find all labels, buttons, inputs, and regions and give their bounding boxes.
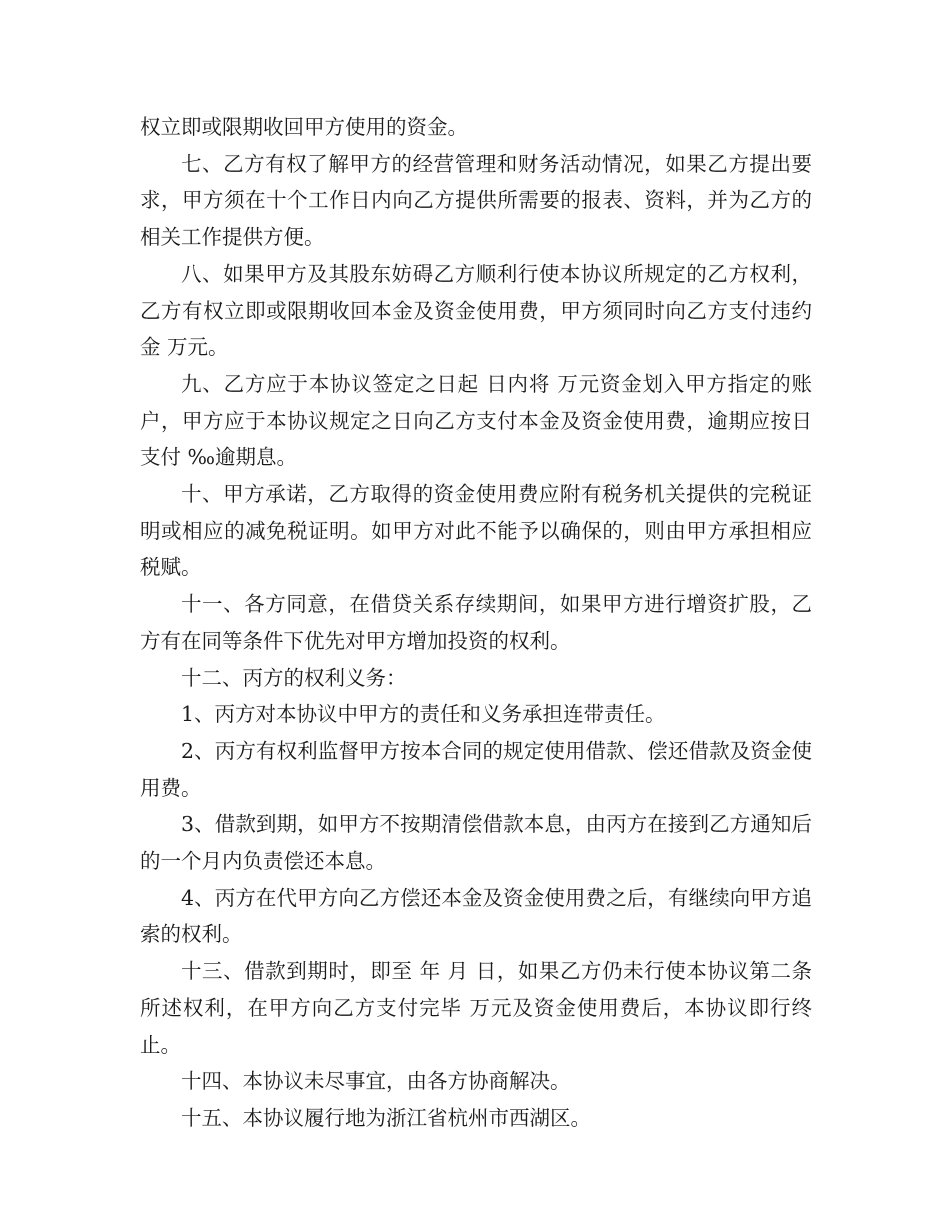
paragraph-clause-10: 十、甲方承诺，乙方取得的资金使用费应附有税务机关提供的完税证明或相应的减免税证明。如甲方对此不能予以确保的，则由甲方承担相应税赋。 [140, 482, 812, 580]
paragraph-clause-12-item-4: 4、丙方在代甲方向乙方偿还本金及资金使用费之后，有继续向甲方追索的权利。 [140, 885, 812, 947]
paragraph-clause-14: 十四、本协议未尽事宜，由各方协商解决。 [181, 1069, 571, 1094]
document-body [140, 109, 812, 1137]
paragraph-clause-8: 八、如果甲方及其股东妨碍乙方顺利行使本协议所规定的乙方权利，乙方有权立即或限期收回本金及资金使用费，甲方须同时向乙方支付违约金 万元。 [140, 261, 812, 360]
paragraph-clause-7: 七、乙方有权了解甲方的经营管理和财务活动情况，如果乙方提出要求，甲方须在十个工作日内向乙方提供所需要的报表、资料，并为乙方的相关工作提供方便。 [140, 151, 812, 250]
paragraph-clause-12-item-1: 1、丙方对本协议中甲方的责任和义务承担连带责任。 [181, 702, 666, 727]
paragraph-clause-9: 九、乙方应于本协议签定之日起 日内将 万元资金划入甲方指定的账户，甲方应于本协议规定之日向乙方支付本金及资金使用费，逾期应按日支付 ‰逾期息。 [140, 371, 812, 470]
paragraph-clause-12: 十二、丙方的权利义务： [181, 665, 407, 690]
paragraph-clause-12-item-2: 2、丙方有权利监督甲方按本合同的规定使用借款、偿还借款及资金使用费。 [140, 738, 812, 800]
paragraph-clause-15: 十五、本协议履行地为浙江省杭州市西湖区。 [181, 1105, 591, 1130]
paragraph-clause-12-item-3: 3、借款到期，如甲方不按期清偿借款本息，由丙方在接到乙方通知后的一个月内负责偿还本息。 [140, 812, 812, 874]
paragraph-clause-13: 十三、借款到期时，即至 年 月 日，如果乙方仍未行使本协议第二条所述权利，在甲方向乙方支付完毕 万元及资金使用费后，本协议即行终止。 [140, 959, 812, 1057]
paragraph-clause-11: 十一、各方同意，在借贷关系存续期间，如果甲方进行增资扩股，乙方有在同等条件下优先对甲方增加投资的权利。 [140, 592, 812, 653]
paragraph-continuation: 权立即或限期收回甲方使用的资金。 [140, 115, 468, 139]
